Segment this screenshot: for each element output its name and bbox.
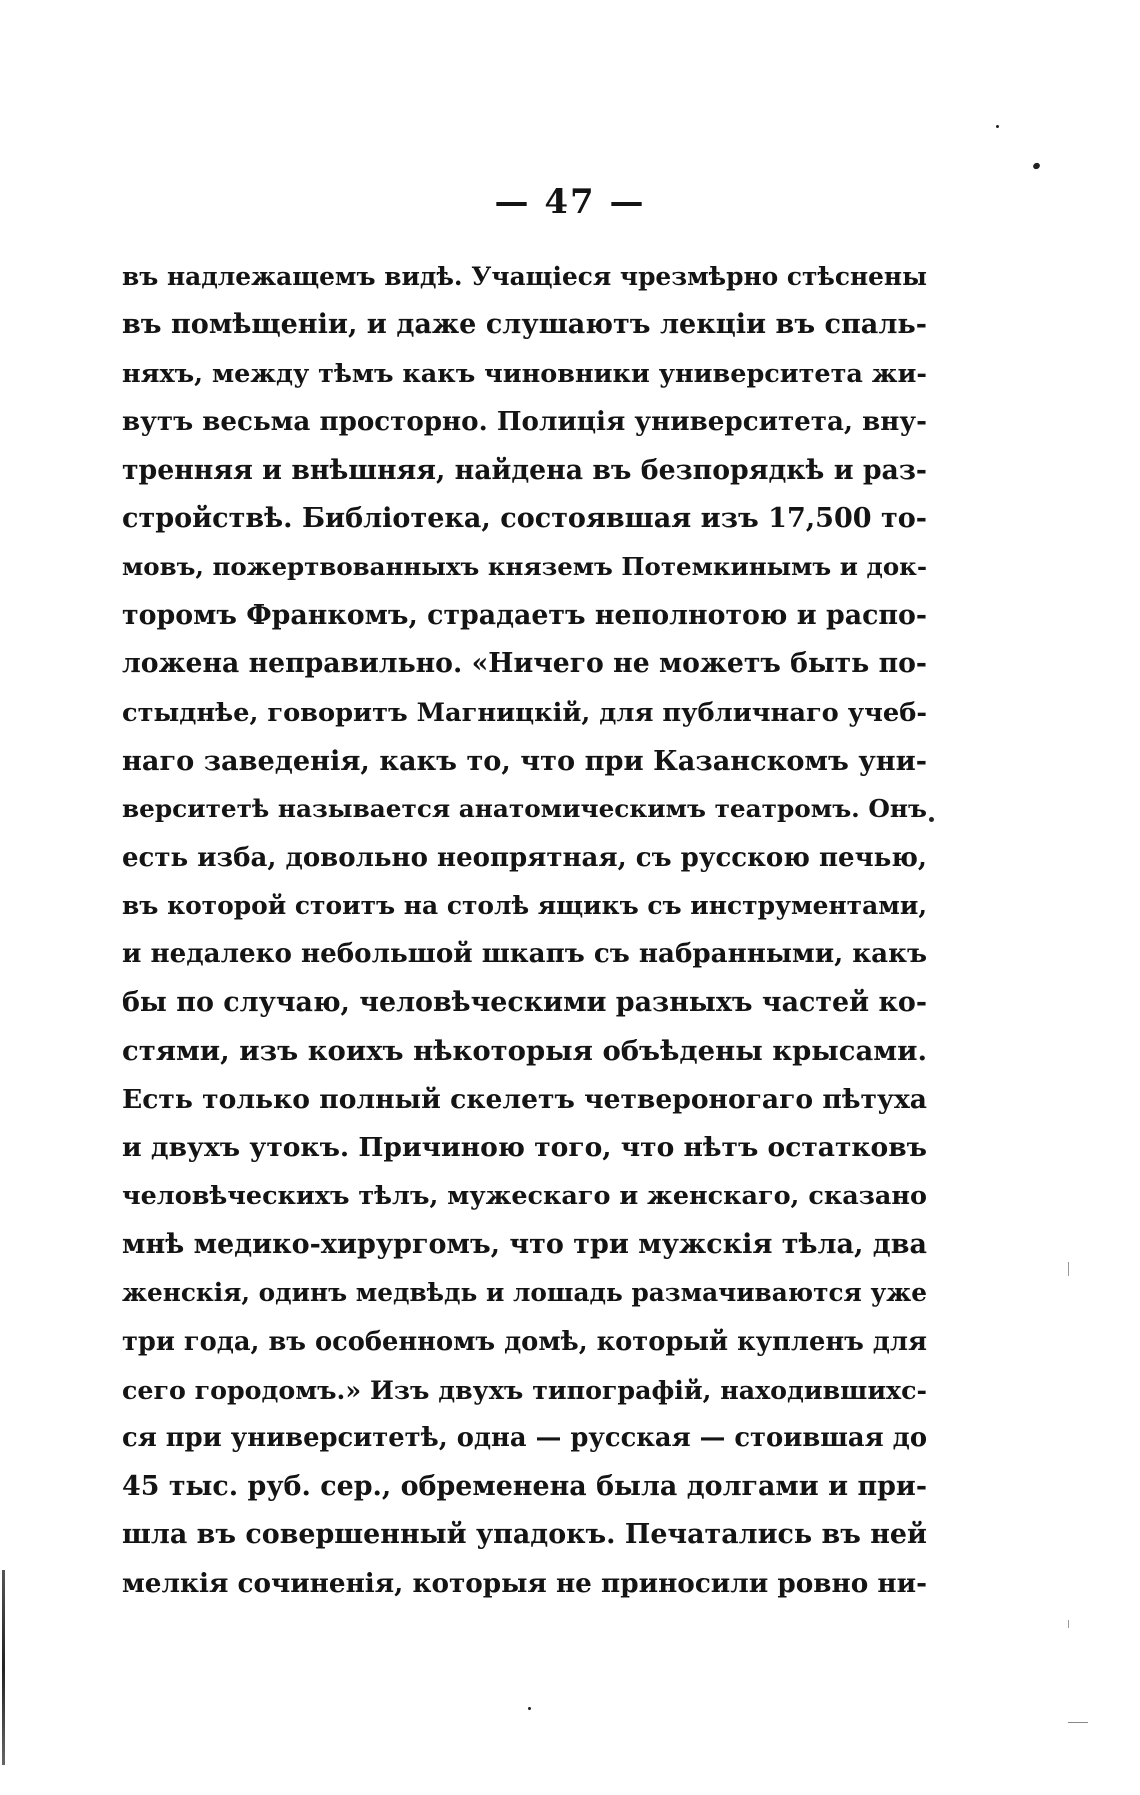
text-line: мелкія сочиненія, которыя не приносили ровно ни- [122,1567,927,1599]
text-line: мнѣ медико-хирургомъ, что три мужскія тѣла, два [122,1228,927,1260]
text-line: и двухъ утокъ. Причиною того, что нѣтъ остатковъ [122,1132,928,1164]
text-line: вутъ весьма просторно. Полиція университета, вну- [122,406,927,438]
text-line: женскія, одинъ медвѣдь и лошадь размачиваются уже [122,1278,927,1308]
body-text [122,253,927,1608]
text-line: Есть только полный скелетъ четвероногаго пѣтуха [122,1083,927,1115]
page-binding-edge [2,1570,5,1765]
scan-mark [1068,1620,1069,1628]
scan-mark [1068,1722,1088,1723]
text-line: стями, изъ коихъ нѣкоторыя объѣдены крысами. [122,1035,927,1068]
text-line: торомъ Франкомъ, страдаетъ неполнотою и распо- [122,599,927,631]
scan-speck [528,1707,531,1710]
text-line: наго заведенія, какъ то, что при Казанскомъ уни- [122,744,927,777]
text-line: стройствѣ. Библіотека, состоявшая изъ 17,500 то- [122,502,927,534]
text-line: ся при университетѣ, одна — русская — стоившая до [122,1423,927,1454]
page-number: — 47 — [494,182,646,222]
scan-mark [1068,1262,1069,1276]
scan-speck [929,817,934,822]
text-line: въ надлежащемъ видѣ. Учащіеся чрезмѣрно стѣснены [122,262,927,291]
scan-speck [996,125,999,128]
text-line: есть изба, довольно неопрятная, съ русскою печью, [122,842,927,873]
scan-speck [1032,162,1041,171]
text-line: сего городомъ.» Изъ двухъ типографій, находившихс- [122,1374,927,1405]
text-line: въ которой стоитъ на столѣ ящикъ съ инструментами, [122,891,928,921]
text-line: стыднѣе, говоритъ Магницкій, для публичнаго учеб- [122,697,928,728]
text-line: 45 тыс. руб. сер., обременена была долгами и при- [122,1470,927,1502]
text-line: человѣческихъ тѣлъ, мужескаго и женскаго, сказано [122,1181,927,1212]
text-line: няхъ, между тѣмъ какъ чиновники университета жи- [122,358,927,389]
text-line: ложена неправильно. «Ничего не можетъ быть по- [122,648,927,680]
text-line: въ помѣщеніи, и даже слушаютъ лекціи въ спаль- [122,309,927,341]
text-line: верситетѣ называется анатомическимъ театромъ. Онъ [122,794,927,824]
text-line: три года, въ особенномъ домѣ, который купленъ для [122,1326,927,1357]
text-line: и недалеко небольшой шкапъ съ набранными, какъ [122,938,927,970]
text-line: бы по случаю, человѣческими разныхъ частей ко- [122,986,927,1018]
text-line: тренняя и внѣшняя, найдена въ безпорядкѣ и раз- [122,454,927,486]
text-line: шла въ совершенный упадокъ. Печатались въ ней [122,1519,927,1551]
text-line: мовъ, пожертвованныхъ княземъ Потемкинымъ и док- [122,552,927,582]
